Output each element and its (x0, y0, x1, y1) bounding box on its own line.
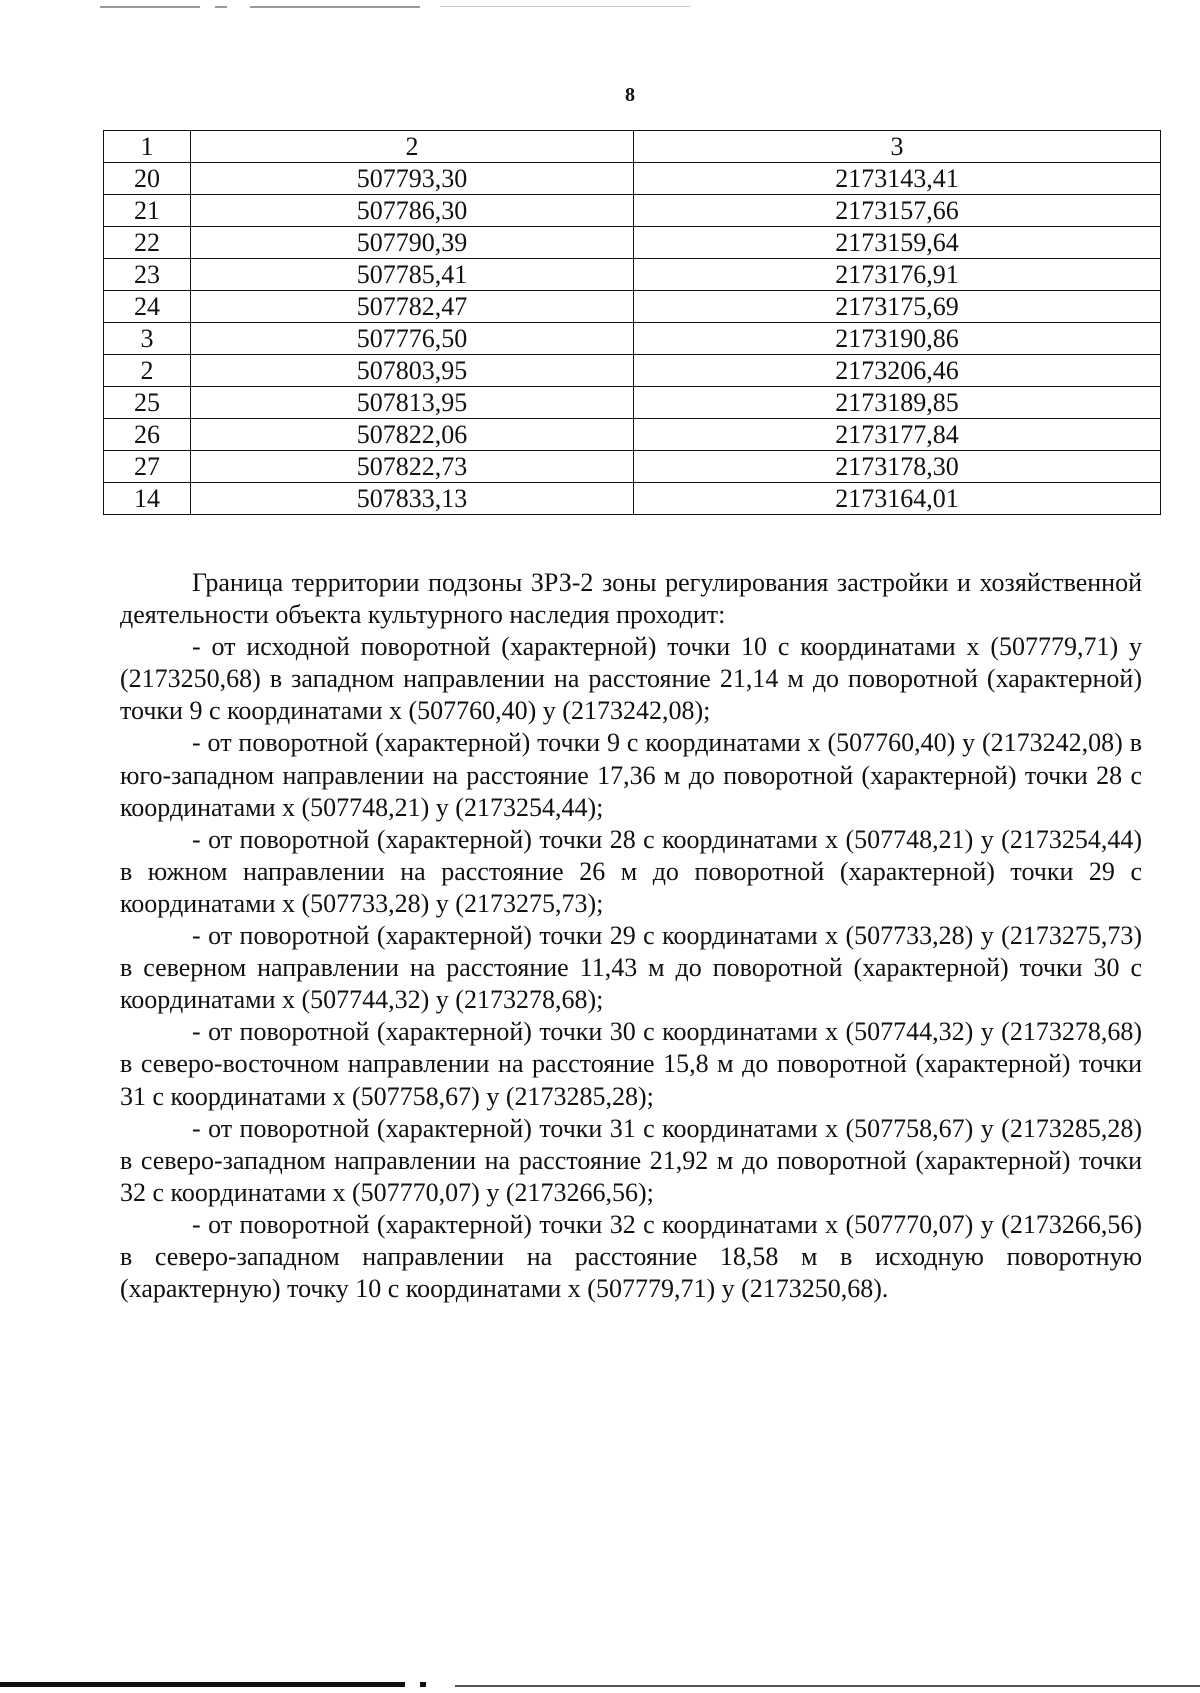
y-coordinate-cell: 2173189,85 (634, 387, 1161, 419)
table-row (104, 163, 1161, 195)
boundary-segment-paragraph: - от поворотной (характерной) точки 29 с координатами x (507733,28) y (2173275,73) в северном направлении на расстояние 11,43 м до поворотной (характерной) точки 30 с координатами x (507744,32) y (2173278,68); (120, 921, 1142, 1015)
boundary-segment-paragraph: - от поворотной (характерной) точки 31 с координатами x (507758,67) y (2173285,28) в северо-западном направлении на расстояние 21,92 м до поворотной (характерной) точки 32 с координатами x (507770,07) y (2173266,56); (120, 1113, 1142, 1207)
page-number: 8 (625, 84, 635, 106)
table-row (104, 387, 1161, 419)
y-coordinate-cell: 2173190,86 (634, 323, 1161, 355)
x-coordinate-cell: 507790,39 (191, 227, 634, 259)
scan-edge-bottom-3 (455, 1685, 1200, 1687)
x-coordinate-cell: 507782,47 (191, 291, 634, 323)
scan-edge-top-2 (215, 6, 227, 8)
point-number-cell: 25 (104, 387, 191, 419)
table-row (104, 259, 1161, 291)
point-number-cell: 26 (104, 419, 191, 451)
point-number-cell: 21 (104, 195, 191, 227)
point-number-cell: 27 (104, 451, 191, 483)
boundary-segment-paragraph: - от исходной поворотной (характерной) точки 10 с координатами x (507779,71) y (2173250,68) в западном направлении на расстояние 21,14 м до поворотной (характерной) точки 9 с координатами x (507760,40) y (2173242,08); (120, 632, 1142, 726)
table-row (104, 227, 1161, 259)
x-coordinate-cell: 507786,30 (191, 195, 634, 227)
point-number-cell: 14 (104, 483, 191, 515)
y-coordinate-cell: 2173206,46 (634, 355, 1161, 387)
point-number-cell: 2 (104, 355, 191, 387)
boundary-segment-paragraph: - от поворотной (характерной) точки 32 с координатами x (507770,07) y (2173266,56) в северо-западном направлении на расстояние 18,58 м в исходную поворотную (характерную) точку 10 с координатами x (507779,71) y (2173250,68). (120, 1209, 1142, 1304)
scan-edge-top-1 (100, 6, 200, 8)
y-coordinate-cell: 2173157,66 (634, 195, 1161, 227)
y-coordinate-cell: 2173164,01 (634, 483, 1161, 515)
scan-edge-top-4 (440, 6, 690, 7)
boundary-description (120, 567, 1142, 1305)
scan-edge-bottom-1 (0, 1682, 405, 1687)
table-row (104, 483, 1161, 515)
table-header-cell: 2 (191, 131, 634, 163)
x-coordinate-cell: 507822,73 (191, 451, 634, 483)
y-coordinate-cell: 2173177,84 (634, 419, 1161, 451)
y-coordinate-cell: 2173159,64 (634, 227, 1161, 259)
scan-edge-bottom-2 (420, 1682, 426, 1687)
y-coordinate-cell: 2173178,30 (634, 451, 1161, 483)
scan-edge-top-3 (250, 6, 420, 8)
coordinates-table (103, 130, 1161, 515)
table-header-cell: 1 (104, 131, 191, 163)
x-coordinate-cell: 507803,95 (191, 355, 634, 387)
x-coordinate-cell: 507813,95 (191, 387, 634, 419)
y-coordinate-cell: 2173175,69 (634, 291, 1161, 323)
x-coordinate-cell: 507776,50 (191, 323, 634, 355)
y-coordinate-cell: 2173143,41 (634, 163, 1161, 195)
point-number-cell: 20 (104, 163, 191, 195)
table-header-cell: 3 (634, 131, 1161, 163)
point-number-cell: 23 (104, 259, 191, 291)
x-coordinate-cell: 507785,41 (191, 259, 634, 291)
point-number-cell: 22 (104, 227, 191, 259)
table-row (104, 195, 1161, 227)
x-coordinate-cell: 507833,13 (191, 483, 634, 515)
table-row (104, 323, 1161, 355)
x-coordinate-cell: 507822,06 (191, 419, 634, 451)
boundary-segment-paragraph: - от поворотной (характерной) точки 28 с координатами x (507748,21) y (2173254,44) в южном направлении на расстояние 26 м до поворотной (характерной) точки 29 с координатами x (507733,28) y (2173275,73); (120, 824, 1142, 918)
table-header-row (104, 131, 1161, 163)
x-coordinate-cell: 507793,30 (191, 163, 634, 195)
table-row (104, 291, 1161, 323)
y-coordinate-cell: 2173176,91 (634, 259, 1161, 291)
boundary-segment-paragraph: - от поворотной (характерной) точки 30 с координатами x (507744,32) y (2173278,68) в северо-восточном направлении на расстояние 15,8 м до поворотной (характерной) точки 31 с координатами x (507758,67) y (2173285,28); (120, 1017, 1142, 1111)
table-row (104, 355, 1161, 387)
intro-paragraph: Граница территории подзоны ЗРЗ-2 зоны регулирования застройки и хозяйственной деятельности объекта культурного наследия проходит: (120, 568, 1142, 630)
table-row (104, 419, 1161, 451)
point-number-cell: 3 (104, 323, 191, 355)
table-row (104, 451, 1161, 483)
point-number-cell: 24 (104, 291, 191, 323)
boundary-segment-paragraph: - от поворотной (характерной) точки 9 с координатами x (507760,40) y (2173242,08) в юго-западном направлении на расстояние 17,36 м до поворотной (характерной) точки 28 с координатами x (507748,21) y (2173254,44); (120, 728, 1142, 822)
